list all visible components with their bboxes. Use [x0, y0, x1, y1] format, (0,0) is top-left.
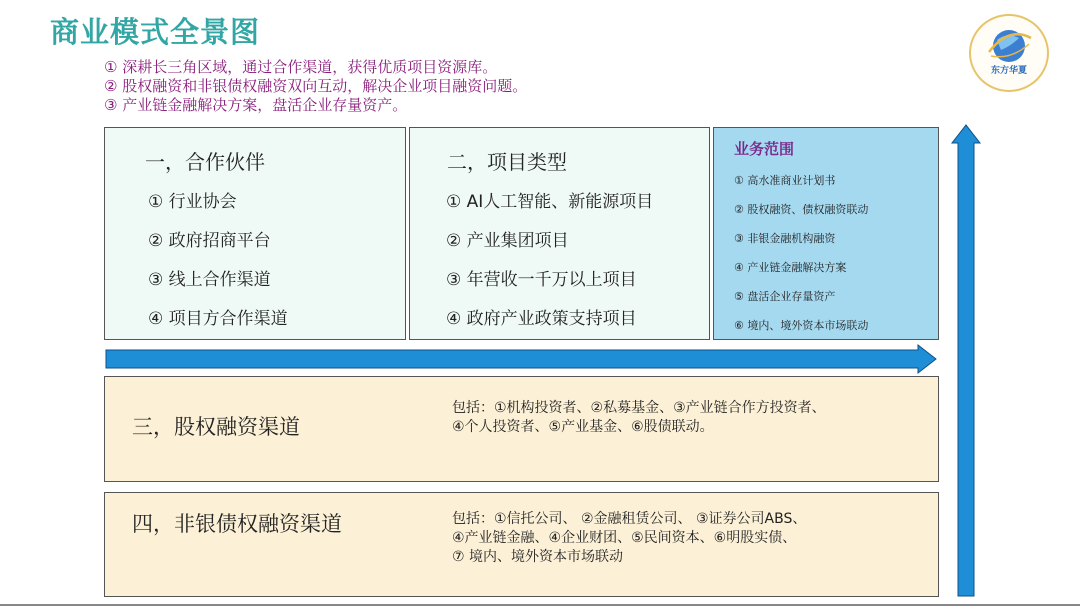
- right-arrow-icon: [106, 345, 936, 373]
- channel-line: 包括：①信托公司、 ②金融租赁公司、 ③证券公司ABS、: [452, 511, 807, 527]
- intro-line: ① 深耕长三角区域，通过合作渠道，获得优质项目资源库。: [104, 58, 498, 76]
- list-item: ④ 项目方合作渠道: [148, 309, 288, 329]
- list-item: ① 行业协会: [148, 192, 237, 212]
- list-item: ① AI人工智能、新能源项目: [446, 192, 654, 212]
- intro-line: ③ 产业链金融解决方案，盘活企业存量资产。: [104, 96, 408, 114]
- project-types-heading: 二，项目类型: [447, 150, 567, 174]
- debt-channel-panel: [104, 492, 939, 597]
- channel-line: 包括：①机构投资者、②私募基金、③产业链合作方投资者、: [452, 400, 826, 416]
- business-scope-heading: 业务范围: [734, 140, 795, 158]
- debt-channel-heading: 四，非银债权融资渠道: [132, 512, 342, 536]
- list-item: ② 股权融资、债权融资联动: [734, 203, 869, 216]
- list-item: ② 产业集团项目: [446, 231, 569, 251]
- list-item: ③ 线上合作渠道: [148, 270, 271, 290]
- list-item: ⑥ 境内、境外资本市场联动: [734, 319, 869, 332]
- list-item: ① 高水准商业计划书: [734, 174, 836, 187]
- list-item: ③ 年营收一千万以上项目: [446, 270, 637, 290]
- logo-name: 东方华夏: [990, 66, 1027, 76]
- list-item: ④ 政府产业政策支持项目: [446, 309, 637, 329]
- list-item: ③ 非银金融机构融资: [734, 232, 836, 245]
- page-title: 商业模式全景图: [50, 15, 261, 49]
- equity-channel-text: [452, 399, 826, 437]
- channel-line: ④个人投资者、⑤产业基金、⑥股债联动。: [452, 419, 714, 435]
- partners-heading: 一，合作伙伴: [145, 150, 265, 174]
- list-item: ⑤ 盘活企业存量资产: [734, 290, 836, 303]
- intro-line: ② 股权融资和非银债权融资双向互动，解决企业项目融资问题。: [104, 77, 528, 95]
- footer-divider: [0, 604, 1080, 606]
- equity-channel-panel: [104, 376, 939, 482]
- list-item: ④ 产业链金融解决方案: [734, 261, 847, 274]
- channel-line: ④产业链金融、④企业财团、⑤民间资本、⑥明股实债、: [452, 530, 797, 546]
- channel-line: ⑦ 境内、境外资本市场联动: [452, 549, 624, 565]
- equity-channel-heading: 三，股权融资渠道: [132, 415, 300, 439]
- list-item: ② 政府招商平台: [148, 231, 271, 251]
- debt-channel-text: [452, 510, 806, 567]
- up-arrow-icon: [952, 125, 980, 596]
